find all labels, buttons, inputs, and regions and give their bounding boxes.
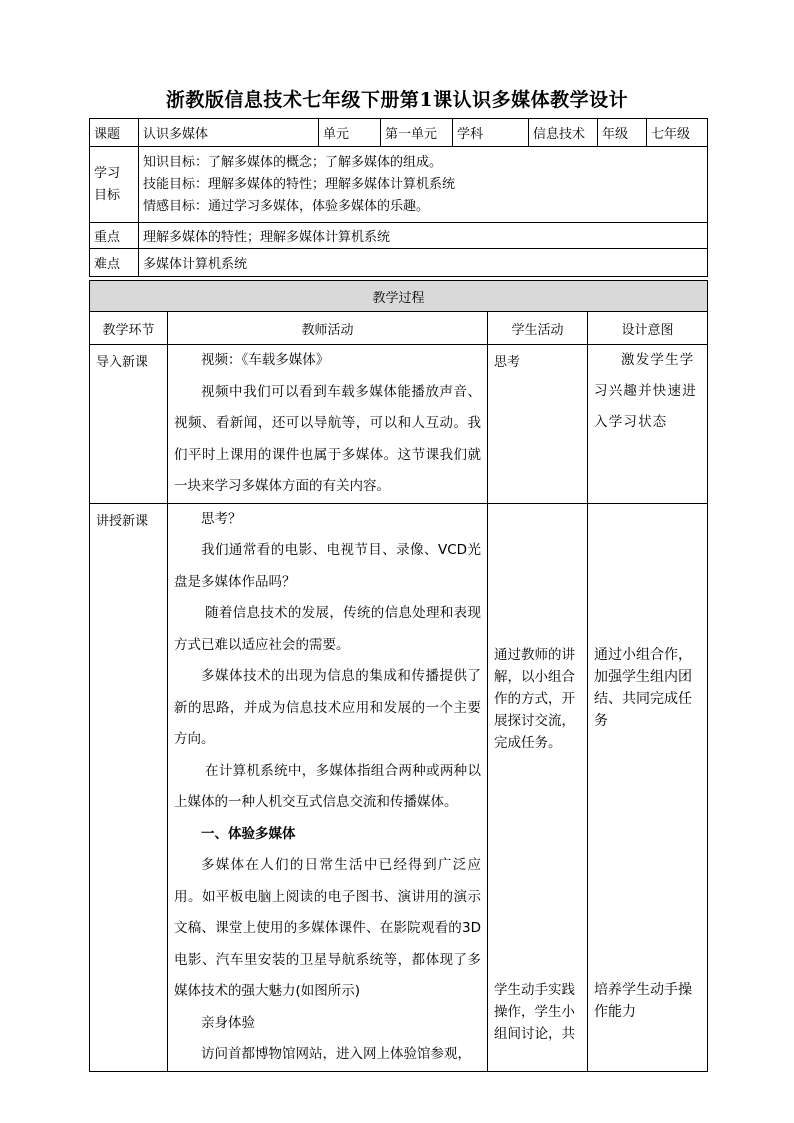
teaching-process-table	[89, 280, 708, 1072]
subject-value: 信息技术	[529, 119, 598, 147]
lecture-section-heading: 一、体验多媒体	[201, 825, 296, 842]
lecture-p1: 思考？	[201, 510, 242, 527]
lecture-student-1: 通过教师的讲解，以小组合作的方式，开展探讨交流，完成任务。	[494, 646, 575, 751]
intro-design	[588, 345, 708, 504]
lesson-info-table	[89, 118, 708, 277]
topic-label: 课题	[90, 119, 139, 147]
header-student: 学生活动	[488, 312, 588, 345]
lecture-p7: 亲身体验	[201, 1014, 255, 1031]
goal-knowledge: 知识目标：了解多媒体的概念；了解多媒体的组成。	[143, 154, 443, 170]
lecture-p4: 多媒体技术的出现为信息的集成和传播提供了新的思路，并成为信息技术应用和发展的一个主要方向。	[174, 668, 481, 747]
intro-design-text: 激发学生学习兴趣并快速进入学习状态	[594, 352, 697, 430]
lecture-p5: 在计算机系统中，多媒体指组合两种或两种以上媒体的一种人机交互式信息交流和传播媒体。	[174, 762, 481, 810]
key-point-label: 重点	[90, 223, 139, 249]
header-design: 设计意图	[588, 312, 708, 345]
lecture-stage: 讲授新课	[90, 503, 168, 1071]
grade-label: 年级	[598, 119, 647, 147]
grade-value: 七年级	[647, 119, 708, 147]
lecture-student-2: 学生动手实践操作，学生小组间讨论，共	[494, 981, 575, 1042]
process-section-title: 教学过程	[90, 281, 708, 312]
lecture-p3: 随着信息技术的发展，传统的信息处理和表现方式已难以适应社会的需要。	[174, 605, 481, 653]
lecture-design-1: 通过小组合作，加强学生组内团结、共同完成任务	[594, 646, 692, 729]
lecture-design	[588, 503, 708, 1071]
goal-skill: 技能目标：理解多媒体的特性；理解多媒体计算机系统	[143, 176, 456, 192]
difficulty-value: 多媒体计算机系统	[139, 249, 708, 277]
header-teacher: 教师活动	[168, 312, 488, 345]
intro-student: 思考	[488, 345, 588, 504]
goals-label	[90, 147, 139, 223]
goals-content	[139, 147, 708, 223]
lecture-design-2: 培养学生动手操作能力	[594, 981, 692, 1020]
document-title: 浙教版信息技术七年级下册第1课认识多媒体教学设计	[165, 89, 629, 111]
lecture-p2: 我们通常看的电影、电视节目、录像、VCD光盘是多媒体作品吗？	[174, 542, 481, 590]
lecture-p8: 访问首都博物馆网站，进入网上体验馆参观，	[201, 1046, 471, 1062]
difficulty-label: 难点	[90, 249, 139, 277]
topic-value: 认识多媒体	[139, 119, 319, 147]
lecture-student	[488, 503, 588, 1071]
unit-value: 第一单元	[381, 119, 453, 147]
intro-teacher	[168, 345, 488, 504]
unit-label: 单元	[319, 119, 381, 147]
lecture-p6: 多媒体在人们的日常生活中已经得到广泛应用。如平板电脑上阅读的电子图书、演讲用的演示文稿、课堂上使用的多媒体课件、在影院观看的3D电影、汽车里安装的卫星导航系统等，都体现了多媒体技术的强大魅力(如图所示)	[174, 857, 481, 999]
intro-video-title: 视频：《车载多媒体》	[201, 352, 330, 368]
subject-label: 学科	[453, 119, 529, 147]
goals-label-line2: 目标	[94, 187, 121, 203]
intro-paragraph: 视频中我们可以看到车载多媒体能播放声音、视频、看新闻，还可以导航等，可以和人互动。我们平时上课用的课件也属于多媒体。这节课我们就一块来学习多媒体方面的有关内容。	[174, 383, 481, 494]
goal-emotion: 情感目标：通过学习多媒体，体验多媒体的乐趣。	[143, 198, 430, 214]
intro-stage: 导入新课	[90, 345, 168, 504]
key-point-value: 理解多媒体的特性；理解多媒体计算机系统	[139, 223, 708, 249]
goals-label-line1: 学习	[94, 165, 121, 181]
lecture-teacher	[168, 503, 488, 1071]
header-stage: 教学环节	[90, 312, 168, 345]
